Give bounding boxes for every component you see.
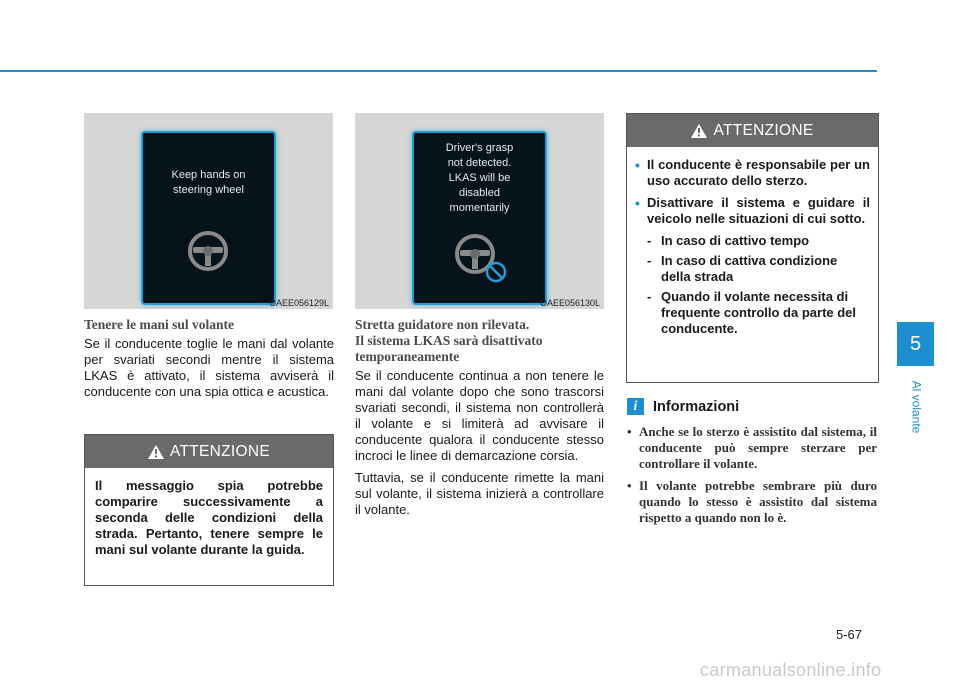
figure-1	[84, 113, 333, 309]
list-item: • Il conducente è responsabile per un uso accurato dello sterzo.	[635, 157, 870, 188]
warning-bullet-list	[635, 157, 870, 227]
info-title: Informazioni	[653, 398, 740, 415]
cluster-screen-1	[141, 131, 276, 305]
figure-1-caption: OAEE056129L	[269, 298, 330, 308]
section-2-title: Stretta guidatore non rilevata. Il sistema LKAS sarà disattivato temporaneamente	[355, 317, 543, 364]
list-item: - Quando il volante necessita di frequente controllo da parte del conducente.	[647, 289, 857, 336]
warning-box-1	[84, 434, 334, 586]
section-1-paragraph: Se il conducente toglie le mani dal volante per svariati secondi mentre il sistema LKAS è attivato, il sistema avviserà il conducente con una spia ottica e acustica.	[84, 336, 334, 399]
cluster-screen-2	[412, 131, 547, 305]
section-1-title: Tenere le mani sul volante	[84, 317, 235, 332]
prohibited-icon	[485, 261, 507, 283]
condition-list	[635, 233, 870, 337]
watermark: carmanualsonline.info	[700, 660, 882, 680]
warning-label: ATTENZIONE	[713, 121, 814, 139]
list-item: - In caso di cattiva condizione della strada	[647, 253, 838, 284]
screen-message-1: Keep hands on steering wheel	[171, 169, 246, 196]
list-item: • Anche se lo sterzo è assistito dal sistema, il conducente può sempre sterzare per controllare il volante.	[627, 424, 877, 471]
warning-triangle-icon	[691, 124, 707, 138]
warning-header	[627, 114, 878, 147]
warning-triangle-icon	[148, 445, 164, 459]
figure-2-caption: OAEE056130L	[540, 298, 601, 308]
info-icon: i	[627, 398, 644, 415]
figure-2	[355, 113, 604, 309]
warning-body	[627, 147, 878, 337]
section-2-paragraph: Se il conducente continua a non tenere le mani dal volante dopo che sono trascorsi svariati secondi, il sistema non controllerà il volante e si limiterà ad avvisare il conducente qualora il conducente stesso incroci le linee di demarcazione corsia.	[355, 368, 604, 463]
top-rule	[0, 70, 877, 72]
warning-box-2	[626, 113, 879, 383]
chapter-title-text: Al volante	[909, 380, 924, 434]
chapter-number-tab: 5	[897, 322, 934, 366]
steering-wheel-icon	[187, 230, 229, 272]
list-item: • Il volante potrebbe sembrare più duro quando lo stesso è assistito dal sistema rispetto a quando non lo è.	[627, 478, 877, 525]
warning-header	[85, 435, 333, 468]
page-number: 5-67	[836, 627, 863, 642]
list-item: • Disattivare il sistema e guidare il veicolo nelle situazioni di cui sotto.	[635, 195, 870, 226]
section-2-body	[355, 368, 604, 524]
info-list	[627, 424, 877, 532]
list-item: - In caso di cattivo tempo	[647, 233, 810, 248]
info-header	[627, 398, 739, 415]
chapter-title	[899, 372, 933, 442]
section-2-paragraph: Tuttavia, se il conducente rimette la mani sul volante, il sistema inizierà a controllare il volante.	[355, 470, 604, 517]
warning-body: Il messaggio spia potrebbe comparire successivamente a seconda delle condizioni della strada. Pertanto, tenere sempre le mani sul volante durante la guida.	[95, 478, 323, 557]
screen-message-2: Driver's grasp not detected. LKAS will be disabled momentarily	[445, 142, 514, 214]
warning-label: ATTENZIONE	[169, 442, 271, 460]
section-1-body	[84, 336, 334, 406]
